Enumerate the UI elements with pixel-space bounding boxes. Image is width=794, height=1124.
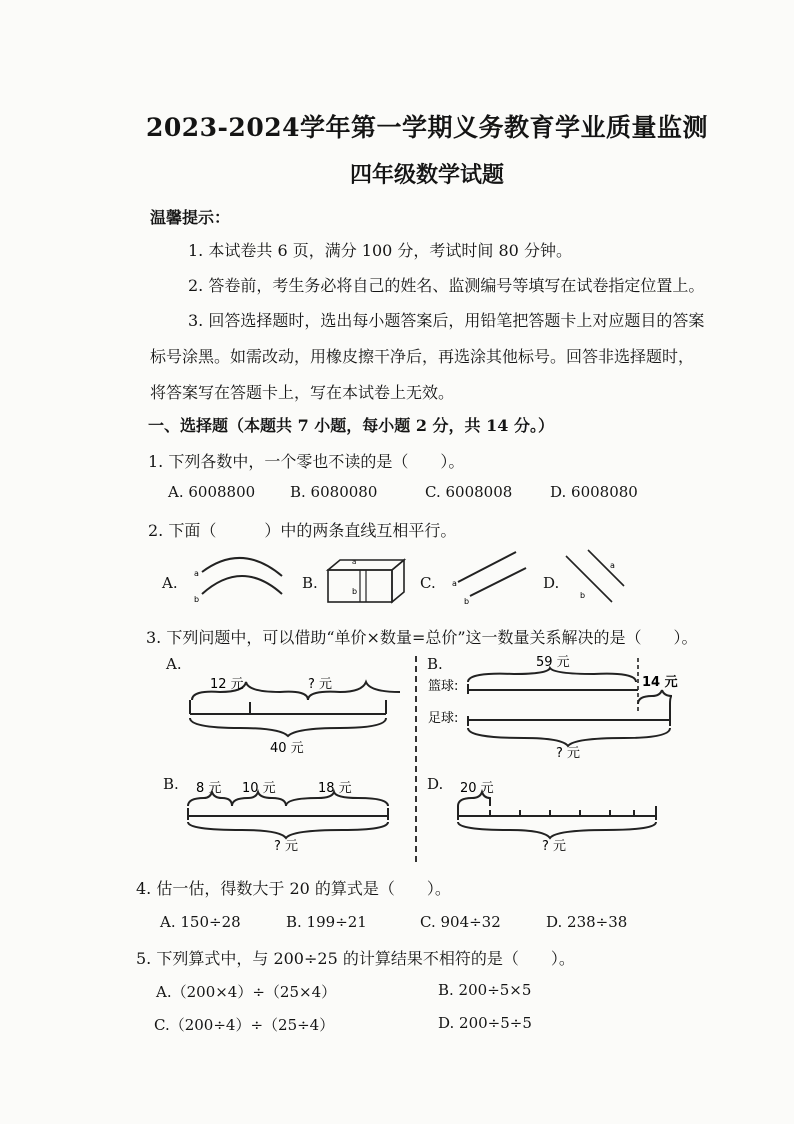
q3-b2-seg2: 10 元 [242,781,276,796]
question-5-option-a[interactable]: A.（200×4）÷（25×4） [156,983,337,1001]
question-2-option-c[interactable]: C. [420,574,436,592]
q3-b2-total: ? 元 [274,839,299,854]
q3-figure-b-upper [424,650,704,760]
q2-d-label-a: a [610,561,615,570]
question-5-option-c[interactable]: C.（200÷4）÷（25÷4） [154,1016,335,1034]
q3-b1-difference: 14 元 [642,675,678,690]
question-4-option-c[interactable]: C. 904÷32 [420,913,501,931]
question-4-option-d[interactable]: D. 238÷38 [546,913,628,931]
q3-a-left-amount: 12 元 [210,677,244,692]
q2-b-label-a: a [352,558,357,566]
tips-item-2: 2. 答卷前，考生务必将自己的姓名、监测编号等填写在试卷指定位置上。 [188,276,705,295]
question-1-option-b[interactable]: B. 6080080 [290,483,378,501]
page-title: 2023-2024学年第一学期义务教育学业质量监测 [145,113,709,142]
q3-d-unit-amount: 20 元 [460,781,494,796]
q3-b1-total: ? 元 [556,746,581,760]
question-3-stem: 3. 下列问题中，可以借助“单价×数量=总价”这一数量关系解决的是（ ）。 [146,628,698,647]
question-2-option-a[interactable]: A. [162,574,178,592]
question-2-stem: 2. 下面（ ）中的两条直线互相平行。 [148,521,457,540]
question-3-option-a[interactable]: A. [166,655,182,673]
tips-item-3-line-1: 3. 回答选择题时，选出每小题答案后，用铅笔把答题卡上对应题目的答案 [188,311,705,330]
q3-b1-basketball-label: 篮球: [428,679,459,694]
tips-item-3-line-3: 将答案写在答题卡上，写在本试卷上无效。 [150,383,455,402]
q2-a-label-a: a [194,569,199,578]
q3-divider [415,656,417,862]
page-subtitle: 四年级数学试题 [349,162,504,188]
q3-b1-football-label: 足球: [428,711,459,726]
section-heading: 一、选择题（本题共 7 小题，每小题 2 分，共 14 分。） [148,416,554,435]
q2-d-label-b: b [580,591,586,600]
q3-b2-seg1: 8 元 [196,781,222,796]
q2-figure-c-lines [440,546,530,606]
question-4-option-b[interactable]: B. 199÷21 [286,913,367,931]
question-1-option-d[interactable]: D. 6008080 [550,483,638,501]
q3-a-right-amount: ? 元 [308,677,333,692]
q2-c-label-a: a [452,579,457,588]
q3-figure-d [450,776,670,856]
question-1-option-a[interactable]: A. 6008800 [168,483,256,501]
question-1-option-c[interactable]: C. 6008008 [425,483,513,501]
question-5-option-d[interactable]: D. 200÷5÷5 [438,1014,532,1032]
q2-figure-b-box [322,556,412,606]
question-4-stem: 4. 估一估，得数大于 20 的算式是（ ）。 [136,879,451,898]
q3-d-total: ? 元 [542,839,567,854]
question-3-option-d[interactable]: D. [427,775,444,793]
question-3-option-b-upper[interactable]: B. [427,655,443,673]
question-5-option-b[interactable]: B. 200÷5×5 [438,981,532,999]
q3-a-total: 40 元 [270,741,304,756]
q2-c-label-b: b [464,597,470,606]
question-5-stem: 5. 下列算式中，与 200÷25 的计算结果不相符的是（ ）。 [136,949,575,968]
q3-b1-top-amount: 59 元 [536,655,570,670]
q2-figure-d-lines [562,546,632,606]
question-2-option-d[interactable]: D. [543,574,560,592]
tips-heading: 温馨提示： [150,208,231,227]
question-4-option-a[interactable]: A. 150÷28 [160,913,241,931]
q2-b-label-b: b [352,587,358,596]
q3-figure-a [180,670,400,760]
q3-b2-seg3: 18 元 [318,781,352,796]
question-2-option-b[interactable]: B. [302,574,318,592]
question-1-stem: 1. 下列各数中，一个零也不读的是（ ）。 [148,452,465,471]
tips-item-1: 1. 本试卷共 6 页，满分 100 分，考试时间 80 分钟。 [188,241,572,260]
q2-a-label-b: b [194,595,200,604]
question-3-option-b-lower[interactable]: B. [163,775,179,793]
q3-figure-b-lower [182,776,407,856]
tips-item-3-line-2: 标号涂黑。如需改动，用橡皮擦干净后，再选涂其他标号。回答非选择题时， [150,347,695,366]
q2-figure-a-curves [190,548,300,608]
